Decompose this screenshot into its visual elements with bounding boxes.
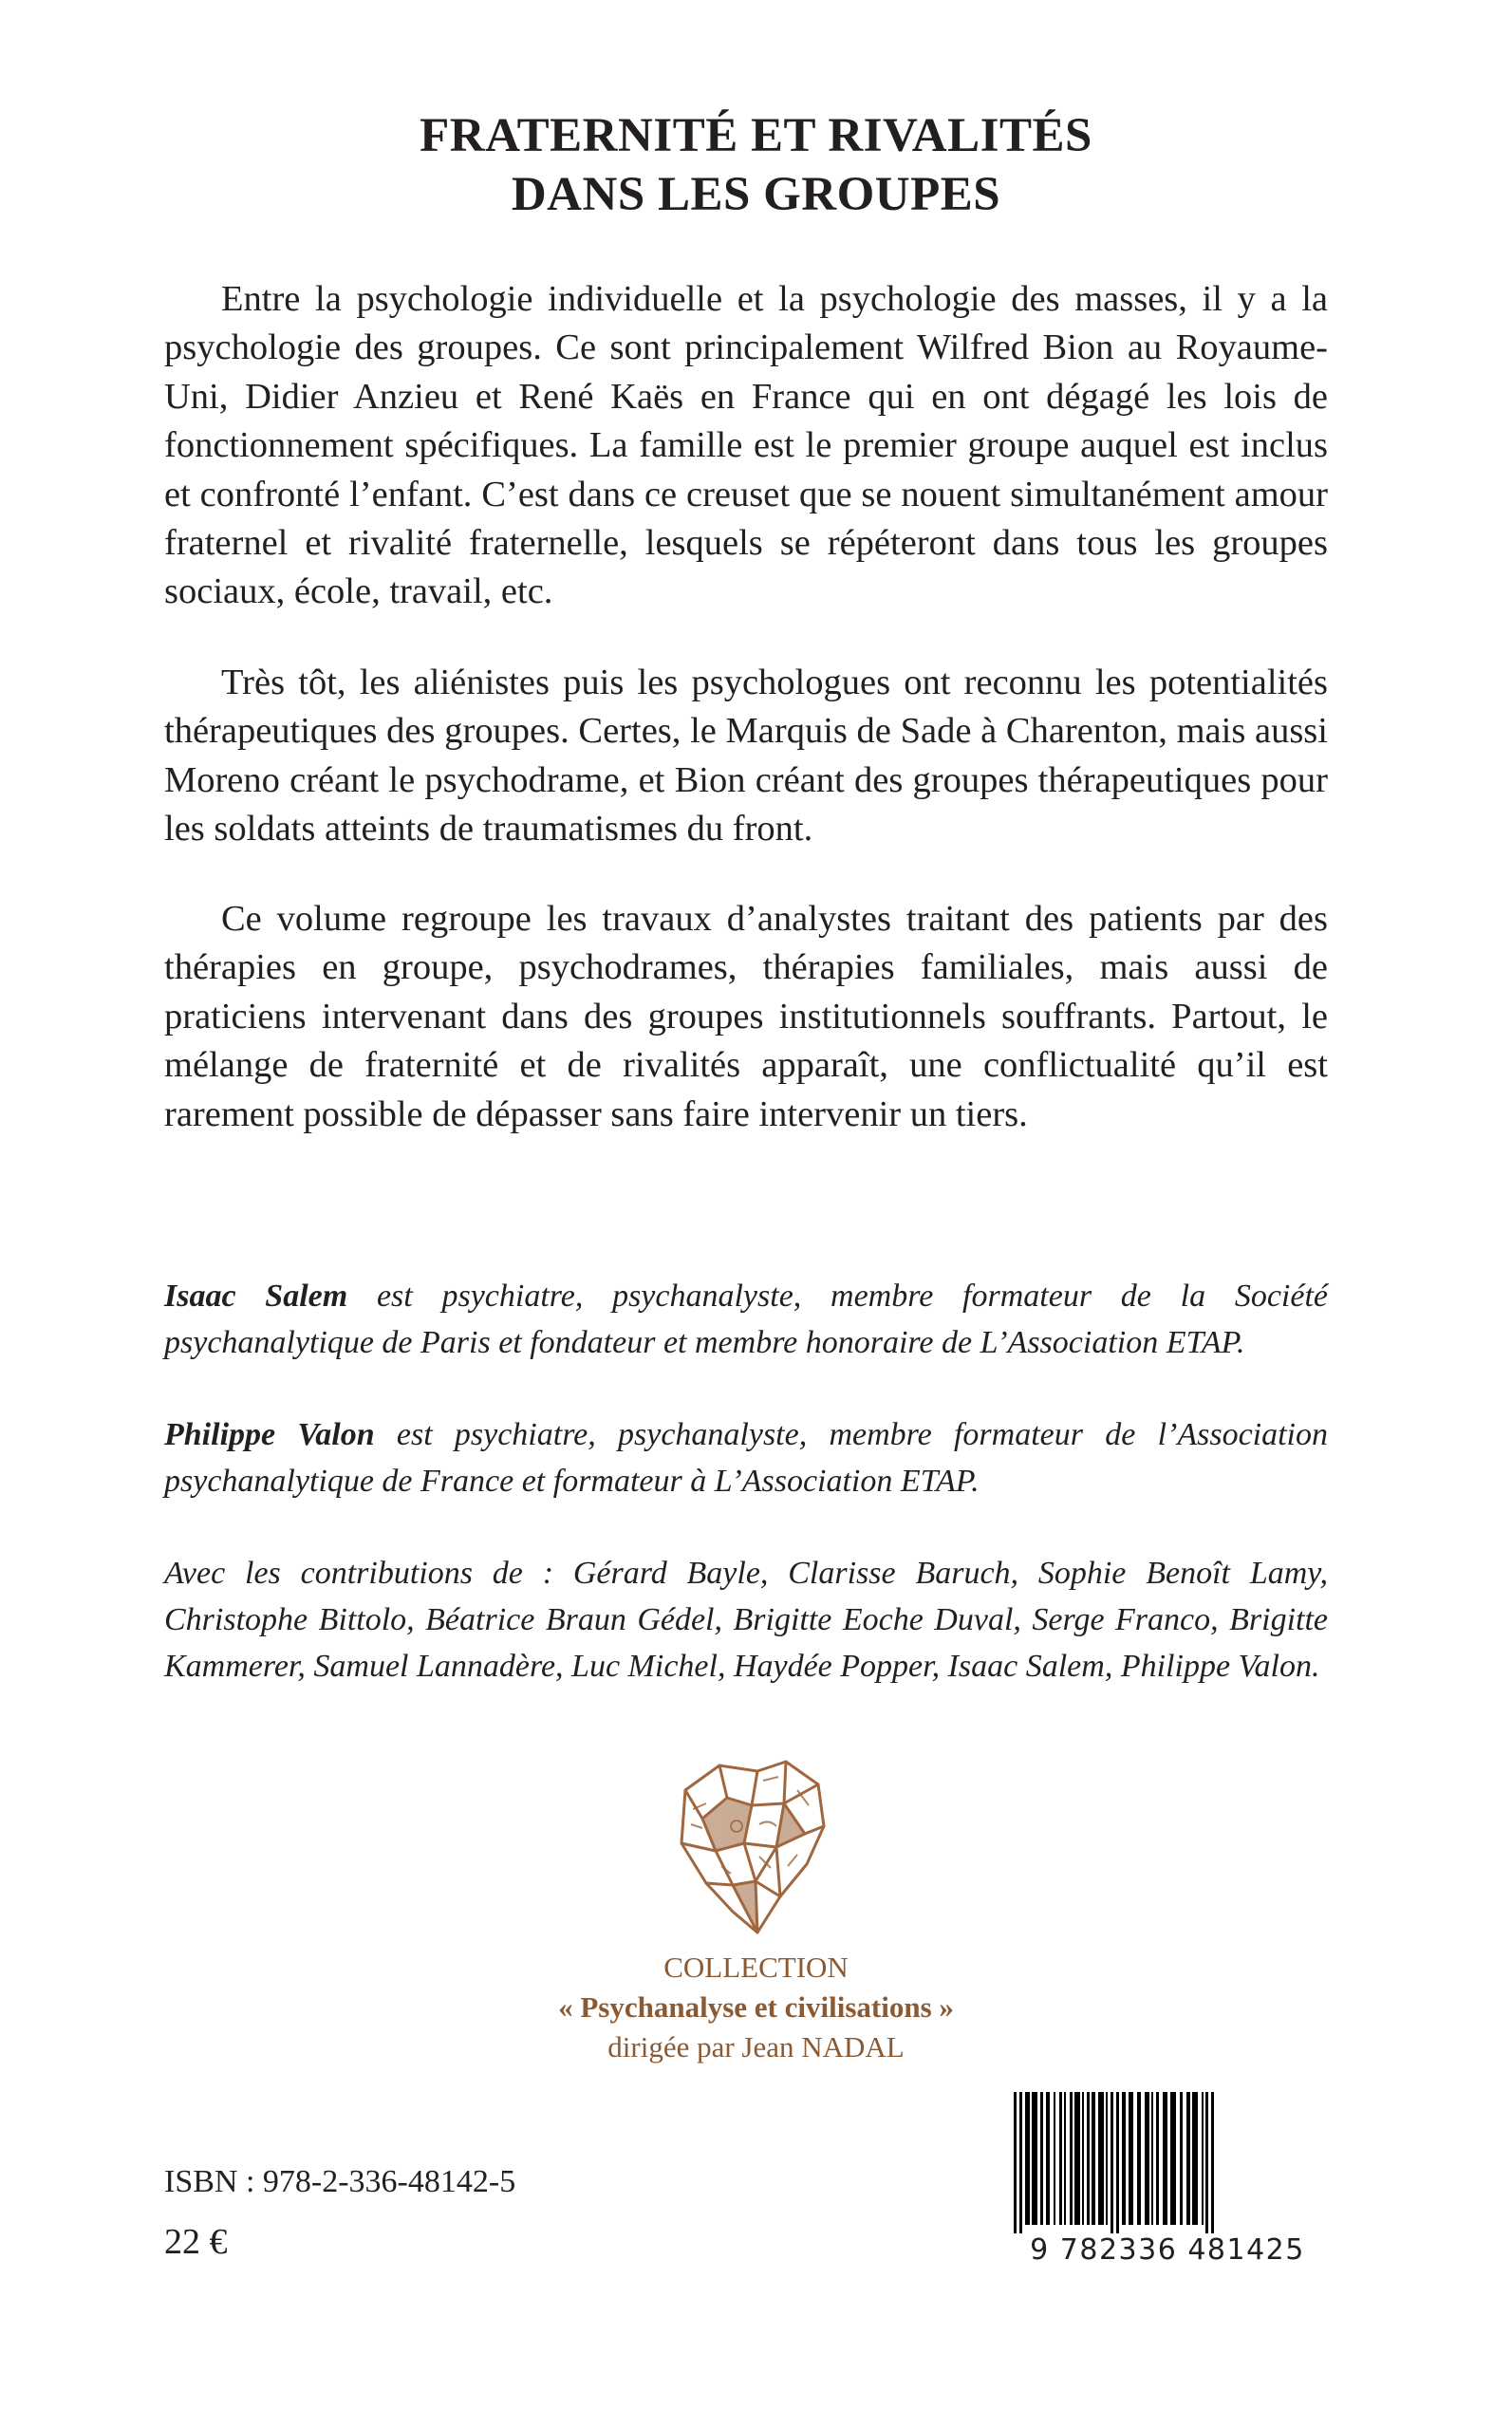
blurb-paragraph-3 xyxy=(164,895,1328,1139)
publisher-logo-icon xyxy=(664,1752,835,1942)
author-bio-valon xyxy=(164,1411,1328,1504)
collection-series: « Psychanalyse et civilisations » xyxy=(558,1990,954,2024)
book-title xyxy=(0,106,1512,224)
book-title-line-2: DANS LES GROUPES xyxy=(511,168,1001,221)
collection-director: dirigée par Jean NADAL xyxy=(607,2030,905,2064)
collection-block xyxy=(0,1948,1512,2067)
book-title-line-1: FRATERNITÉ ET RIVALITÉS xyxy=(420,109,1092,162)
blurb-paragraph-2-text: Très tôt, les aliénistes puis les psychologues ont reconnu les potentialités thérapeutiques des groupes. Certes, le Marquis de Sade à Charenton, mais aussi Moreno créant le psychodrame, et Bion créant des groupes thérapeutiques pour les soldats atteints de traumatismes du front. xyxy=(164,663,1328,850)
blurb-paragraph-1-text: Entre la psychologie individuelle et la psychologie des masses, il y a la psychologie des groupes. Ce sont principalement Wilfred Bion au Royaume-Uni, Didier Anzieu et René Kaës en France qui en ont dégagé les lois de fonctionnement spécifiques. La famille est le premier groupe auquel est inclus et confronté l’enfant. C’est dans ce creuset que se nouent simultanément amour fraternel et rivalité fraternelle, lesquels se répéteront dans tous les groupes sociaux, école, travail, etc. xyxy=(164,279,1328,612)
isbn-label: ISBN : 978-2-336-48142-5 xyxy=(164,2164,516,2199)
blurb-paragraph-3-text: Ce volume regroupe les travaux d’analystes traitant des patients par des thérapies en groupe, psychodrames, thérapies familiales, mais aussi de praticiens intervenant dans des groupes institutionnels souffrants. Partout, le mélange de fraternité et de rivalités apparaît, une conflictualité qu’il est rarement possible de dépasser sans faire intervenir un tiers. xyxy=(164,899,1328,1134)
collection-label: COLLECTION xyxy=(663,1951,849,1984)
barcode-digits: 9 782336 481425 xyxy=(1008,2233,1327,2268)
blurb-paragraph-1 xyxy=(164,275,1328,617)
contributors-text: Avec les contributions de : Gérard Bayle, Clarisse Baruch, Sophie Benoît Lamy, Christophe Bittolo, Béatrice Braun Gédel, Brigitte Eoche Duval, Serge Franco, Brigitte Kammerer, Samuel Lannadère, Luc Michel, Haydée Popper, Isaac Salem, Philippe Valon. xyxy=(164,1556,1328,1684)
contributors-list xyxy=(164,1550,1328,1690)
author-bio-salem xyxy=(164,1273,1328,1366)
author-name-salem: Isaac Salem xyxy=(164,1279,348,1314)
price-label: 22 € xyxy=(164,2222,228,2262)
blurb-paragraph-2 xyxy=(164,659,1328,854)
author-name-valon: Philippe Valon xyxy=(164,1417,375,1452)
author-bio-salem-text: est psychiatre, psychanalyste, membre formateur de la Société psychanalytique de Paris et fondateur et membre honoraire de L’Association ETAP. xyxy=(164,1279,1328,1360)
author-bio-valon-text: est psychiatre, psychanalyste, membre formateur de l’Association psychanalytique de France et formateur à L’Association ETAP. xyxy=(164,1417,1328,1499)
